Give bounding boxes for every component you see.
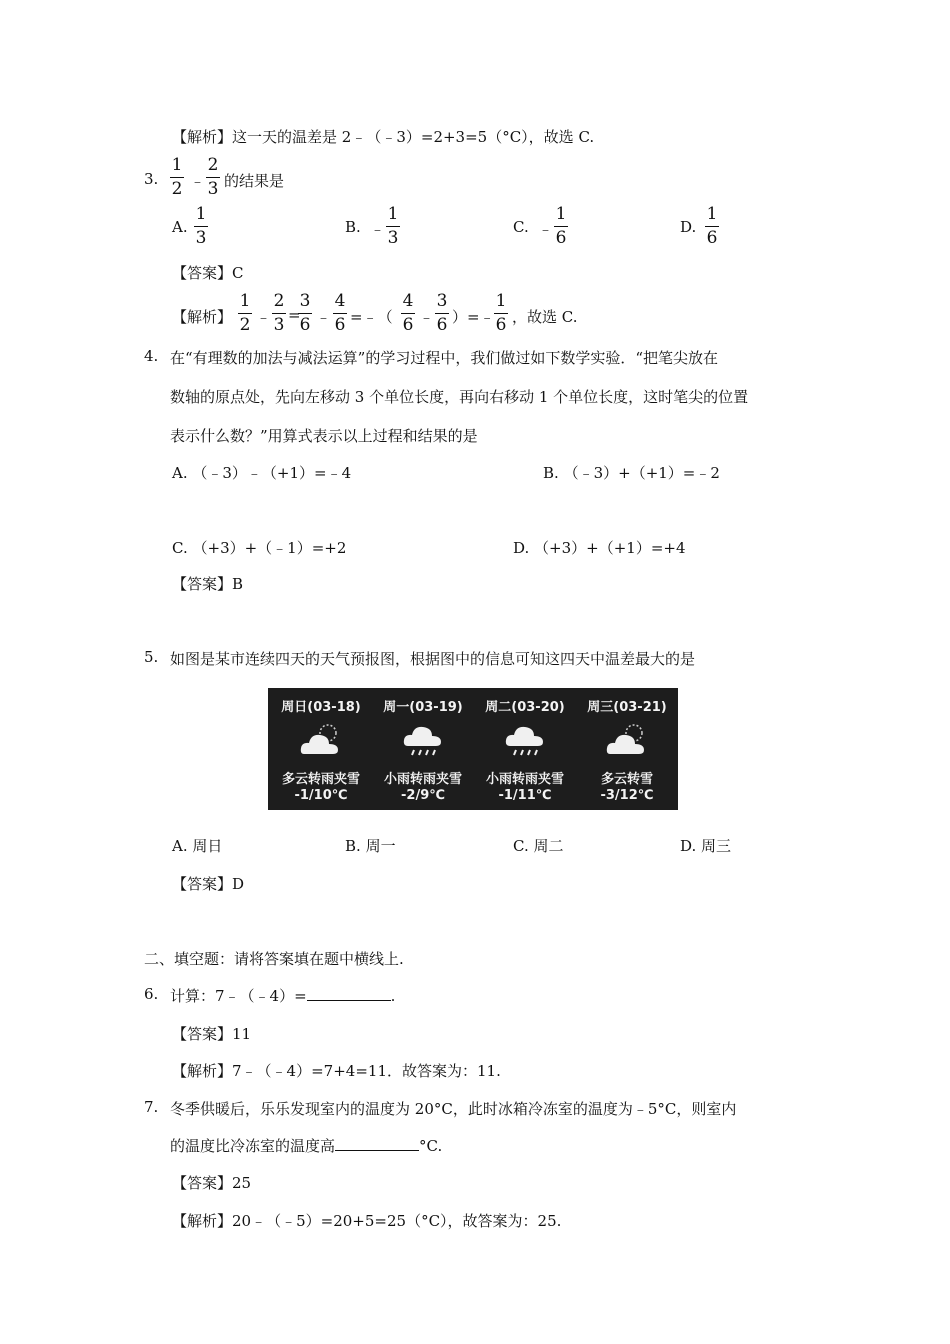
forecast-temperature: -3/12℃ xyxy=(600,788,654,803)
forecast-condition: 多云转雪 xyxy=(600,772,653,787)
q3-analysis-fraction-4 xyxy=(333,292,347,335)
fraction-bar xyxy=(705,226,719,227)
forecast-day xyxy=(576,688,678,810)
analysis-text: 20﹣（﹣5）=20+5=25（°C），故答案为：25. xyxy=(232,1212,562,1230)
fraction-bar xyxy=(494,313,508,314)
numerator: 2 xyxy=(273,291,285,311)
forecast-date: 周日(03-18) xyxy=(281,700,361,715)
option-letter: C. xyxy=(513,837,529,855)
forecast-condition: 小雨转雨夹雪 xyxy=(485,772,564,787)
q5-answer xyxy=(172,873,244,894)
q6-stem-suffix: . xyxy=(390,987,396,1005)
answer-blank xyxy=(335,1136,419,1151)
forecast-date: 周一(03-19) xyxy=(383,700,463,715)
forecast-day xyxy=(372,688,474,810)
fraction-bar xyxy=(554,226,568,227)
q4-line-2: 数轴的原点处，先向左移动 3 个单位长度，再向右移动 1 个单位长度，这时笔尖的位置 xyxy=(170,388,749,406)
fraction-bar xyxy=(238,313,252,314)
q5-stem: 如图是某市连续四天的天气预报图，根据图中的信息可知这四天中温差最大的是 xyxy=(170,650,696,668)
q3-answer xyxy=(172,262,244,283)
fraction-bar xyxy=(401,313,415,314)
numerator: 1 xyxy=(495,291,507,311)
q3-analysis-fraction-2 xyxy=(272,292,286,335)
option-letter: A. xyxy=(172,464,188,482)
rain-cloud-icon xyxy=(502,720,548,760)
option-letter: D. xyxy=(513,539,530,557)
q3-option-c-letter: C. xyxy=(513,218,529,236)
q5-option-b xyxy=(345,835,396,856)
numerator: 1 xyxy=(239,291,251,311)
numerator: 1 xyxy=(555,204,567,224)
denominator: 6 xyxy=(334,315,346,335)
answer-label: 【答案】 xyxy=(172,1174,233,1192)
denominator: 2 xyxy=(171,179,183,199)
option-text: （+3）+（+1）=+4 xyxy=(534,539,686,557)
analysis-text: 这一天的温差是 2﹣（﹣3）=2+3=5（°C），故选 C. xyxy=(232,128,595,146)
answer-label: 【答案】 xyxy=(172,575,233,593)
option-letter: A. xyxy=(172,837,188,855)
q2-analysis xyxy=(172,126,594,147)
q3-analysis-fraction-7 xyxy=(494,292,508,335)
forecast-day xyxy=(474,688,576,810)
q3-option-c-sign: ﹣ xyxy=(538,220,554,238)
q7-line-2-suffix: °C. xyxy=(419,1137,443,1155)
forecast-date: 周二(03-20) xyxy=(485,700,565,715)
q6-answer xyxy=(172,1023,251,1044)
answer-label: 【答案】 xyxy=(172,1025,233,1043)
denominator: 3 xyxy=(195,228,207,248)
option-text: （﹣3）﹣（+1）=﹣4 xyxy=(192,464,352,482)
fraction-bar xyxy=(170,177,184,178)
q3-option-d-fraction xyxy=(705,205,719,248)
forecast-day xyxy=(270,688,372,810)
fraction-bar xyxy=(435,313,449,314)
numerator: 2 xyxy=(207,155,219,175)
section-title: 二、填空题：请将答案填在题中横线上. xyxy=(144,950,404,968)
denominator: 6 xyxy=(299,315,311,335)
q3-analysis-op2: = xyxy=(288,306,301,324)
forecast-temperature: -1/11℃ xyxy=(498,788,552,803)
q3-option-a-letter: A. xyxy=(172,218,188,236)
option-letter: B. xyxy=(543,464,559,482)
denominator: 6 xyxy=(555,228,567,248)
q6-number: 6. xyxy=(144,985,159,1003)
numerator: 3 xyxy=(299,291,311,311)
q3-analysis-op3: ﹣ xyxy=(316,308,332,326)
numerator: 4 xyxy=(334,291,346,311)
fraction-bar xyxy=(206,177,220,178)
analysis-label: 【解析】 xyxy=(172,1212,233,1230)
denominator: 2 xyxy=(239,315,251,335)
answer-blank xyxy=(307,986,391,1001)
q3-option-a-fraction xyxy=(194,205,208,248)
fraction-bar xyxy=(386,226,400,227)
q3-number: 3. xyxy=(144,170,159,188)
q3-fraction-1 xyxy=(170,156,184,199)
q3-fraction-2 xyxy=(206,156,220,199)
forecast-temperature: -1/10℃ xyxy=(294,788,348,803)
q7-line-1: 冬季供暖后，乐乐发现室内的温度为 20°C，此时冰箱冷冻室的温度为﹣5°C，则室内 xyxy=(170,1100,737,1118)
q7-line-2 xyxy=(170,1135,442,1156)
denominator: 6 xyxy=(495,315,507,335)
numerator: 1 xyxy=(171,155,183,175)
q3-option-b-fraction xyxy=(386,205,400,248)
q5-option-a xyxy=(172,835,222,856)
q6-stem-prefix: 计算：7﹣（﹣4）= xyxy=(170,987,307,1005)
option-text: 周三 xyxy=(701,837,732,855)
q5-option-d xyxy=(680,835,731,856)
q6-analysis xyxy=(172,1060,501,1081)
q3-analysis-fraction-5 xyxy=(401,292,415,335)
q3-option-b-letter: B. xyxy=(345,218,361,236)
q5-option-c xyxy=(513,835,564,856)
q3-analysis-op1: ﹣ xyxy=(256,308,272,326)
q7-analysis xyxy=(172,1210,561,1231)
q4-answer xyxy=(172,573,243,594)
q3-analysis-tail: ，故选 C. xyxy=(512,308,578,326)
q4-option-a xyxy=(172,462,351,483)
q3-option-c-fraction xyxy=(554,205,568,248)
denominator: 6 xyxy=(402,315,414,335)
option-text: 周二 xyxy=(533,837,564,855)
q3-analysis-op5: ﹣ xyxy=(419,308,435,326)
q3-analysis-fraction-6 xyxy=(435,292,449,335)
q4-option-c xyxy=(172,537,346,558)
numerator: 1 xyxy=(387,204,399,224)
q3-stem-suffix: 的结果是 xyxy=(224,172,285,190)
rain-cloud-icon xyxy=(400,720,446,760)
option-text: 周一 xyxy=(365,837,396,855)
q3-analysis-fraction-3 xyxy=(298,292,312,335)
q4-number: 4. xyxy=(144,347,159,365)
q3-analysis-fraction-1 xyxy=(238,292,252,335)
forecast-condition: 多云转雨夹雪 xyxy=(281,772,360,787)
cloud-sun-icon xyxy=(604,720,650,760)
answer-label: 【答案】 xyxy=(172,875,233,893)
q3-option-b-sign: ﹣ xyxy=(370,220,386,238)
numerator: 1 xyxy=(706,204,718,224)
answer-value: C xyxy=(232,264,244,282)
option-text: 周日 xyxy=(192,837,223,855)
option-text: （+3）+（﹣1）=+2 xyxy=(192,539,347,557)
analysis-label: 【解析】 xyxy=(172,128,233,146)
option-letter: C. xyxy=(172,539,188,557)
analysis-label: 【解析】 xyxy=(172,1062,233,1080)
option-letter: D. xyxy=(680,837,697,855)
q7-number: 7. xyxy=(144,1098,159,1116)
option-letter: B. xyxy=(345,837,361,855)
denominator: 3 xyxy=(387,228,399,248)
answer-value: 11 xyxy=(232,1025,252,1043)
numerator: 1 xyxy=(195,204,207,224)
denominator: 3 xyxy=(207,179,219,199)
answer-value: D xyxy=(232,875,245,893)
q7-answer xyxy=(172,1172,251,1193)
fraction-bar xyxy=(333,313,347,314)
q4-line-1: 在“有理数的加法与减法运算”的学习过程中，我们做过如下数学实验．“把笔尖放在 xyxy=(170,349,719,367)
numerator: 4 xyxy=(402,291,414,311)
answer-value: B xyxy=(232,575,244,593)
forecast-temperature: -2/9℃ xyxy=(401,788,445,803)
cloud-sun-icon xyxy=(298,720,344,760)
q3-analysis-op4: =﹣（ xyxy=(350,308,393,326)
q4-option-d xyxy=(513,537,686,558)
analysis-text: 7﹣（﹣4）=7+4=11．故答案为：11. xyxy=(232,1062,501,1080)
denominator: 6 xyxy=(706,228,718,248)
q3-analysis-op6: ）=﹣ xyxy=(452,308,495,326)
q4-line-3: 表示什么数？”用算式表示以上过程和结果的是 xyxy=(170,427,478,445)
weather-forecast-image xyxy=(268,688,678,810)
denominator: 3 xyxy=(273,315,285,335)
numerator: 3 xyxy=(436,291,448,311)
q3-minus: ﹣ xyxy=(190,172,206,190)
q7-line-2-prefix: 的温度比冷冻室的温度高 xyxy=(170,1137,336,1155)
q3-option-d-letter: D. xyxy=(680,218,697,236)
answer-label: 【答案】 xyxy=(172,264,233,282)
fraction-bar xyxy=(272,313,286,314)
q4-option-b xyxy=(543,462,720,483)
q3-analysis-label: 【解析】 xyxy=(172,308,233,326)
option-text: （﹣3）+（+1）=﹣2 xyxy=(563,464,720,482)
forecast-condition: 小雨转雨夹雪 xyxy=(383,772,462,787)
fraction-bar xyxy=(298,313,312,314)
fraction-bar xyxy=(194,226,208,227)
answer-value: 25 xyxy=(232,1174,252,1192)
q5-number: 5. xyxy=(144,648,159,666)
denominator: 6 xyxy=(436,315,448,335)
q6-stem xyxy=(170,985,395,1006)
forecast-date: 周三(03-21) xyxy=(587,700,667,715)
